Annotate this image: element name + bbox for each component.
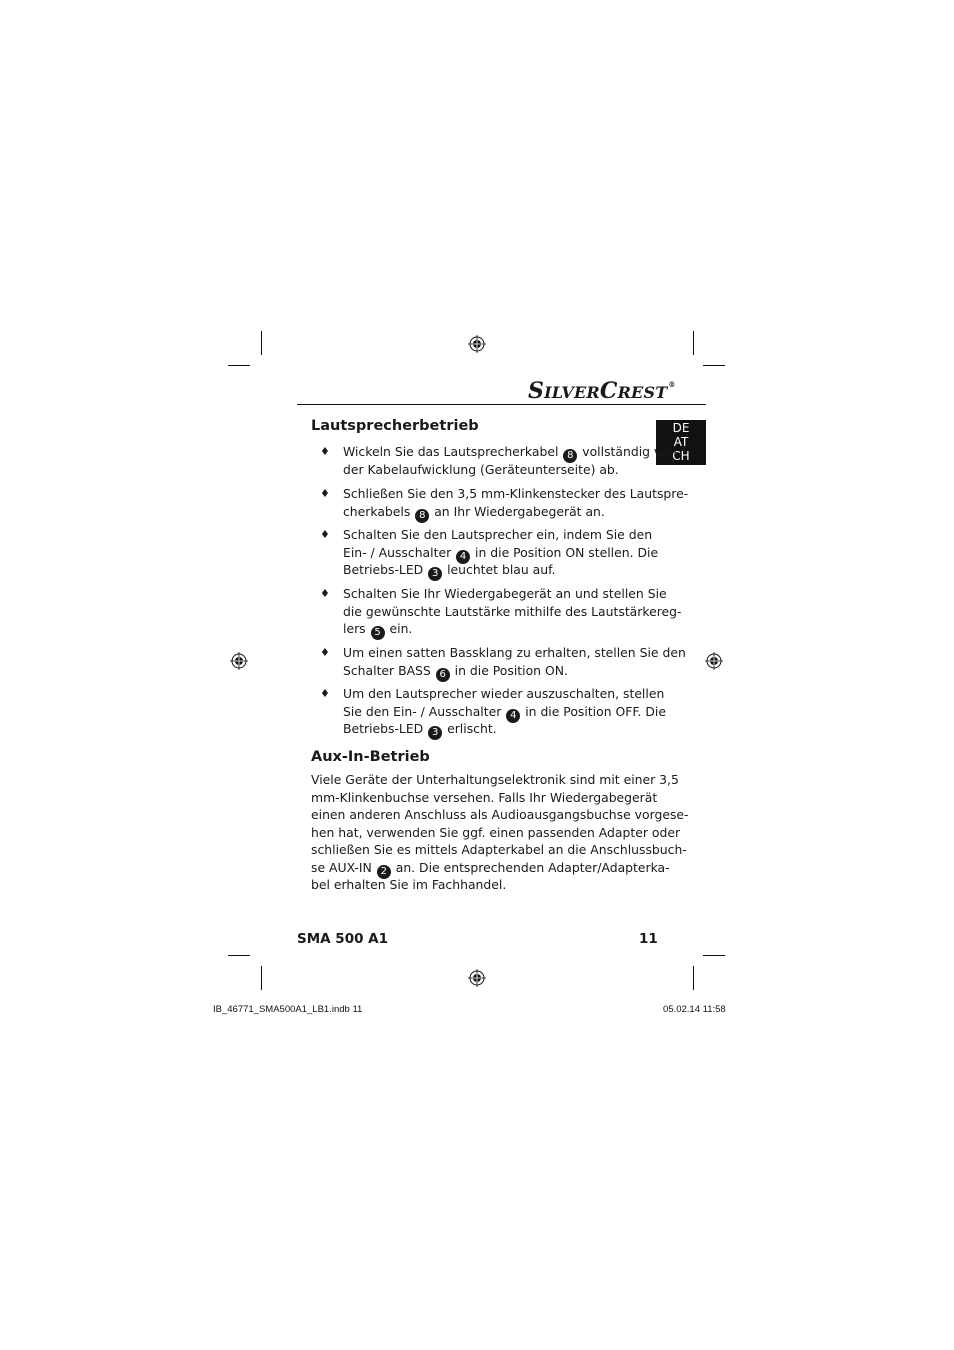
language-code: CH (672, 449, 690, 463)
text-run: ein. (385, 621, 413, 636)
bullet-diamond-icon: ♦ (320, 646, 330, 659)
text-run: vollständig von (578, 444, 677, 459)
text-run: an. Die entsprechenden Adapter/Adapterka- (391, 859, 670, 875)
language-code: AT (673, 435, 689, 449)
text-line (311, 876, 651, 894)
text-run: Ein- / Ausschalter (343, 544, 456, 560)
section-title-lautsprecherbetrieb: Lautsprecherbetrieb (311, 418, 479, 434)
part-number-badge: 3 (428, 567, 442, 581)
text-run: Viele Geräte der Unterhaltungselektronik sind mit einer 3,5 (311, 772, 679, 787)
text-line (311, 841, 687, 859)
text-line (343, 720, 653, 738)
part-number-badge: 2 (377, 865, 391, 879)
text-run: der Kabelaufwicklung (Geräteunterseite) ab. (343, 461, 619, 477)
text-line (311, 859, 670, 877)
instruction-text (343, 585, 682, 638)
text-run: in die Position ON. (450, 662, 568, 678)
text-run: an Ihr Wiedergabegerät an. (430, 503, 605, 519)
text-line (343, 526, 653, 544)
section-title-aux-in: Aux-In-Betrieb (311, 749, 430, 765)
crop-mark-bottom-right-horizontal (703, 955, 725, 956)
text-run: leuchtet blau auf. (443, 562, 556, 577)
registration-mark-icon (230, 652, 248, 670)
text-line (343, 503, 653, 521)
text-run: Schließen Sie den 3,5 mm-Klinkenstecker des Lautspre- (343, 486, 689, 501)
crop-mark-bottom-right-vertical (693, 966, 694, 990)
text-run: Betriebs-LED (343, 721, 428, 736)
text-line (343, 644, 686, 662)
text-line (311, 771, 679, 789)
text-run: bel erhalten Sie im Fachhandel. (311, 877, 507, 892)
text-line (311, 806, 689, 824)
instruction-text (343, 443, 677, 478)
part-number-badge: 8 (415, 509, 429, 523)
instruction-text (343, 685, 666, 738)
part-number-badge: 5 (371, 626, 385, 640)
text-run: hen hat, verwenden Sie ggf. einen passenden Adapter oder (311, 824, 681, 840)
text-run: einen anderen Anschluss als Audioausgangsbuchse vorgese- (311, 807, 689, 822)
brand-logo: SILVERCREST® (528, 378, 676, 404)
print-slug-datetime: 05.02.14 11:58 (663, 1004, 726, 1015)
text-run: se AUX-IN (311, 859, 376, 875)
text-line (343, 544, 659, 562)
text-run: Um einen satten Bassklang zu erhalten, stellen Sie den (343, 645, 686, 660)
print-slug-file: IB_46771_SMA500A1_LB1.indb 11 (213, 1004, 363, 1015)
text-line (343, 685, 665, 703)
text-run: Sie den Ein- / Ausschalter (343, 703, 506, 719)
crop-mark-top-right-vertical (693, 331, 694, 355)
text-run: cherkabels (343, 503, 415, 519)
part-number-badge: 4 (456, 550, 470, 564)
part-number-badge: 3 (428, 726, 442, 740)
text-run: Schalten Sie Ihr Wiedergabegerät an und stellen Sie (343, 586, 667, 601)
page-number: 11 (639, 931, 658, 947)
text-run: Um den Lautsprecher wieder auszuschalten, stellen (343, 686, 665, 701)
text-line (343, 662, 653, 680)
registration-mark-icon (705, 652, 723, 670)
model-name: SMA 500 A1 (297, 931, 389, 947)
text-run: mm-Klinkenbuchse versehen. Falls Ihr Wiedergabegerät (311, 789, 658, 805)
crop-mark-top-left-vertical (261, 331, 262, 355)
language-code: DE (672, 421, 690, 435)
part-number-badge: 8 (563, 449, 577, 463)
bullet-diamond-icon: ♦ (320, 487, 330, 500)
text-line (343, 603, 682, 621)
bullet-diamond-icon: ♦ (320, 528, 330, 541)
instruction-text (343, 644, 686, 680)
text-run: in die Position ON stellen. Die (471, 544, 659, 560)
text-run: Betriebs-LED (343, 562, 428, 577)
text-line (311, 789, 658, 807)
text-run: die gewünschte Lautstärke mithilfe des Lautstärkereg- (343, 603, 682, 619)
aux-in-paragraph (311, 771, 689, 894)
text-line (343, 561, 653, 579)
instruction-text (343, 526, 659, 579)
text-run: schließen Sie es mittels Adapterkabel an die Anschlussbuch- (311, 842, 687, 857)
text-run: in die Position OFF. Die (521, 703, 666, 719)
text-line (343, 585, 667, 603)
text-run: erlischt. (443, 721, 497, 736)
text-run: Schalter BASS (343, 662, 435, 678)
registration-mark-icon (468, 969, 486, 987)
bullet-diamond-icon: ♦ (320, 587, 330, 600)
text-run: Schalten Sie den Lautsprecher ein, indem Sie den (343, 527, 653, 542)
text-line (343, 620, 653, 638)
part-number-badge: 6 (436, 668, 450, 682)
registration-mark-icon (468, 335, 486, 353)
bullet-diamond-icon: ♦ (320, 687, 330, 700)
instruction-text (343, 485, 689, 521)
text-run: lers (343, 621, 370, 636)
crop-mark-bottom-left-vertical (261, 966, 262, 990)
crop-mark-bottom-left-horizontal (228, 955, 250, 956)
part-number-badge: 4 (506, 709, 520, 723)
text-run: Wickeln Sie das Lautsprecherkabel (343, 444, 563, 459)
text-line (343, 703, 666, 721)
crop-mark-top-right-horizontal (703, 365, 725, 366)
text-line (343, 485, 689, 503)
text-line (343, 443, 677, 461)
crop-mark-top-left-horizontal (228, 365, 250, 366)
header-rule (297, 404, 706, 405)
text-line (311, 824, 681, 842)
text-line (343, 461, 653, 479)
bullet-diamond-icon: ♦ (320, 445, 330, 458)
